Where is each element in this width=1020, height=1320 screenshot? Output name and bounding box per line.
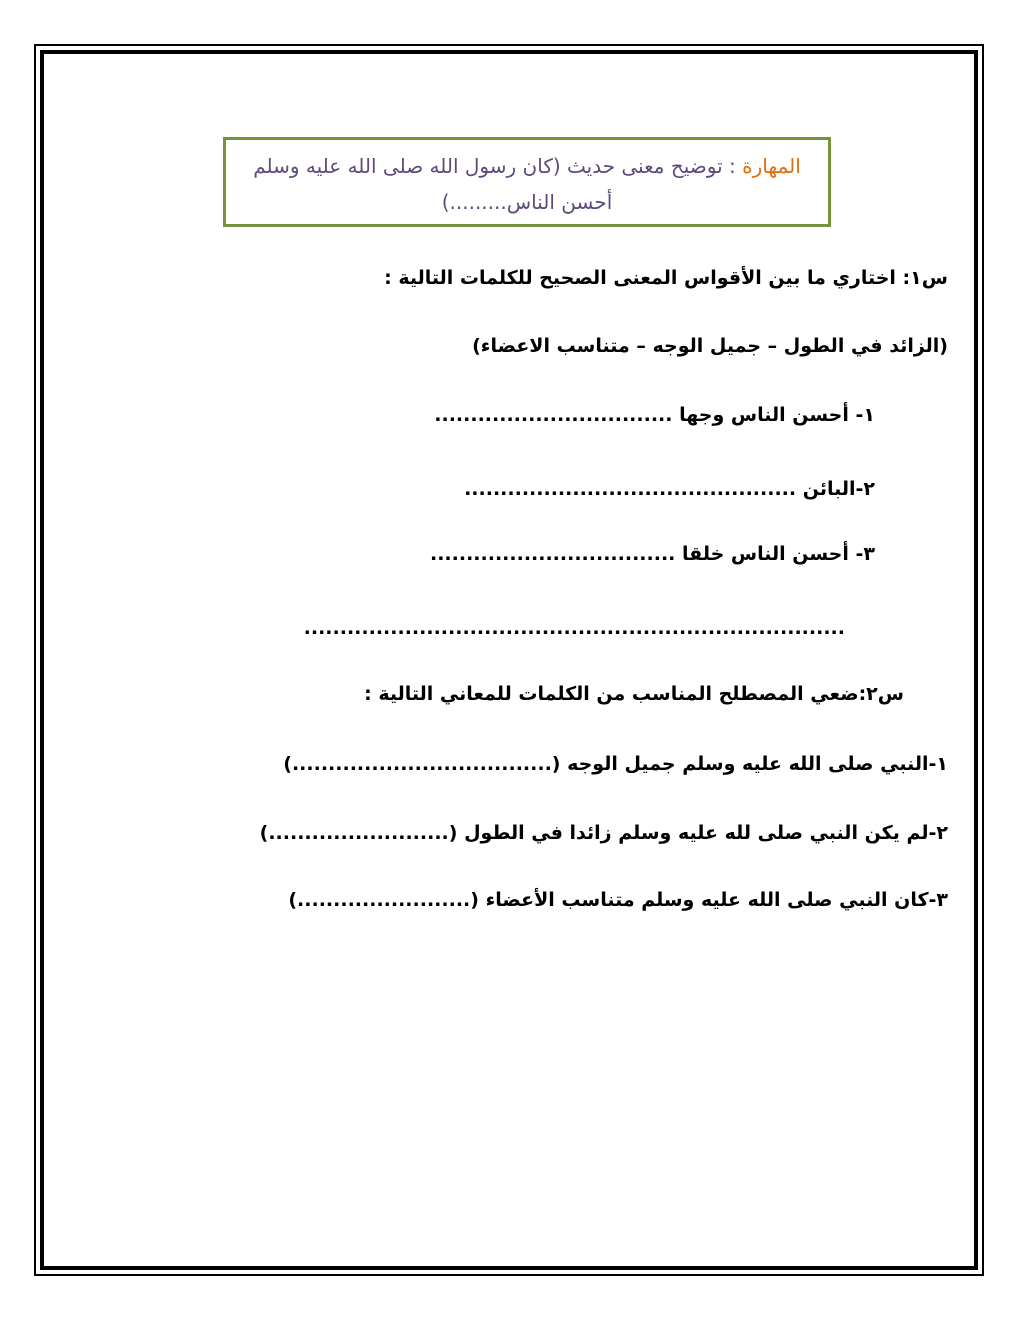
skill-box xyxy=(223,137,831,227)
skill-text: توضيح معنى حديث (كان رسول الله صلى الله عليه وسلم أحسن الناس.........) xyxy=(253,154,723,214)
skill-label: المهارة xyxy=(742,154,801,178)
question-2-item[interactable]: ٢-لم يكن النبي صلى لله عليه وسلم زائدا في الطول (.........................) xyxy=(259,822,948,844)
question-2-item[interactable]: ٣-كان النبي صلى الله عليه وسلم متناسب الأعضاء (........................) xyxy=(288,889,948,911)
question-2-item[interactable]: ١-النبي صلى الله عليه وسلم جميل الوجه (....................................) xyxy=(283,753,948,775)
question-1-options: (الزائد في الطول – جميل الوجه – متناسب الاعضاء) xyxy=(472,335,948,357)
question-1-item[interactable]: ١- أحسن الناس وجها ................................. xyxy=(434,404,875,426)
question-2-title: س٢:ضعي المصطلح المناسب من الكلمات للمعاني التالية : xyxy=(364,683,904,705)
question-1-item[interactable]: ٣- أحسن الناس خلقا .................................. xyxy=(429,543,875,565)
answer-blank-line[interactable]: ........................................................................... xyxy=(303,617,845,639)
page-border-inner xyxy=(40,50,978,1270)
skill-separator: : xyxy=(722,154,743,178)
question-1-item[interactable]: ٢-البائن .............................................. xyxy=(464,478,875,500)
question-1-title: س١: اختاري ما بين الأقواس المعنى الصحيح للكلمات التالية : xyxy=(384,267,948,289)
